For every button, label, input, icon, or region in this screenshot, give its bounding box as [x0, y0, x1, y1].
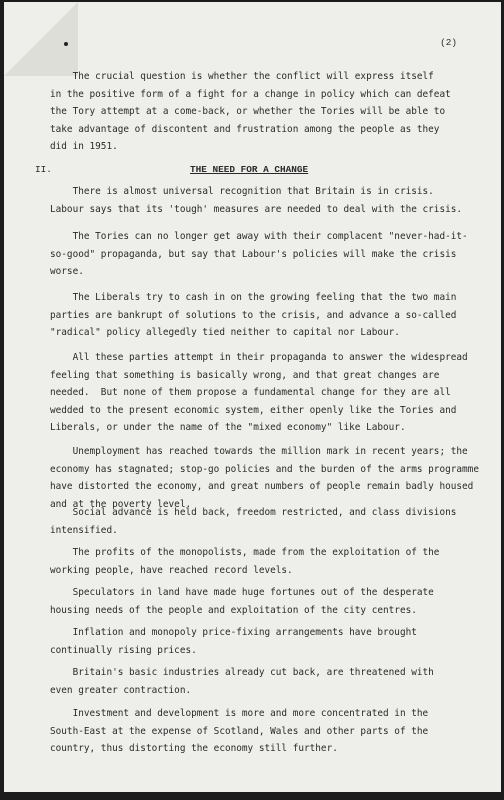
paragraph-unemployment: Unemployment has reached towards the million mark in recent years; the economy has stagnated; stop-go policies and the burden of the arms programme have distorted the economy, and great numbers of people remain badly housed and at the poverty level. [50, 446, 479, 510]
punch-mark [64, 42, 68, 46]
paragraph-investment: Investment and development is more and more concentrated in the South-East at the expense of Scotland, Wales and other parts of the country, thus distorting the economy still further. [50, 708, 429, 755]
paragraph-speculators: Speculators in land have made huge fortunes out of the desperate housing needs of the people and exploitation of the city centres. [50, 587, 434, 616]
paragraph-liberals: The Liberals try to cash in on the growing feeling that the two main parties are bankrupt of solutions to the crisis, and advance a so-called "radical" policy allegedly tied neither to capital nor Labour. [50, 292, 457, 339]
section-heading: THE NEED FOR A CHANGE [190, 164, 309, 175]
paragraph-profits: The profits of the monopolists, made from the exploitation of the working people, have reached record levels. [50, 547, 440, 576]
page-number: (2) [440, 37, 457, 48]
intro-paragraph: The crucial question is whether the conflict will express itself in the positive form of a fight for a change in policy which can defeat the Tory attempt at a come-back, or whether the Tories will be able to take advantage of discontent and frustration among the people as they did in 1951. [50, 71, 451, 153]
paragraph-tories: The Tories can no longer get away with their complacent "never-had-it- so-good" propaganda, but say that Labour's policies will make the crisis worse. [50, 231, 468, 278]
document-page [4, 2, 501, 792]
paragraph-crisis: There is almost universal recognition that Britain is in crisis. Labour says that its 'tough' measures are needed to deal with the crisis. [50, 186, 463, 215]
paragraph-inflation: Inflation and monopoly price-fixing arrangements have brought continually rising prices. [50, 627, 417, 656]
paragraph-basic-industries: Britain's basic industries already cut back, are threatened with even greater contraction. [50, 667, 434, 696]
paragraph-social-advance: Social advance is held back, freedom restricted, and class divisions intensified. [50, 507, 457, 536]
section-number: II. [35, 164, 52, 175]
folded-corner [4, 2, 78, 76]
paragraph-all-parties: All these parties attempt in their propaganda to answer the widespread feeling that something is basically wrong, and that great changes are needed. But none of them propose a fundamental change for they are all wedded to the present economic system, either openly like the Tories and Liberals, or under the name of the "mixed economy" like Labour. [50, 352, 468, 434]
